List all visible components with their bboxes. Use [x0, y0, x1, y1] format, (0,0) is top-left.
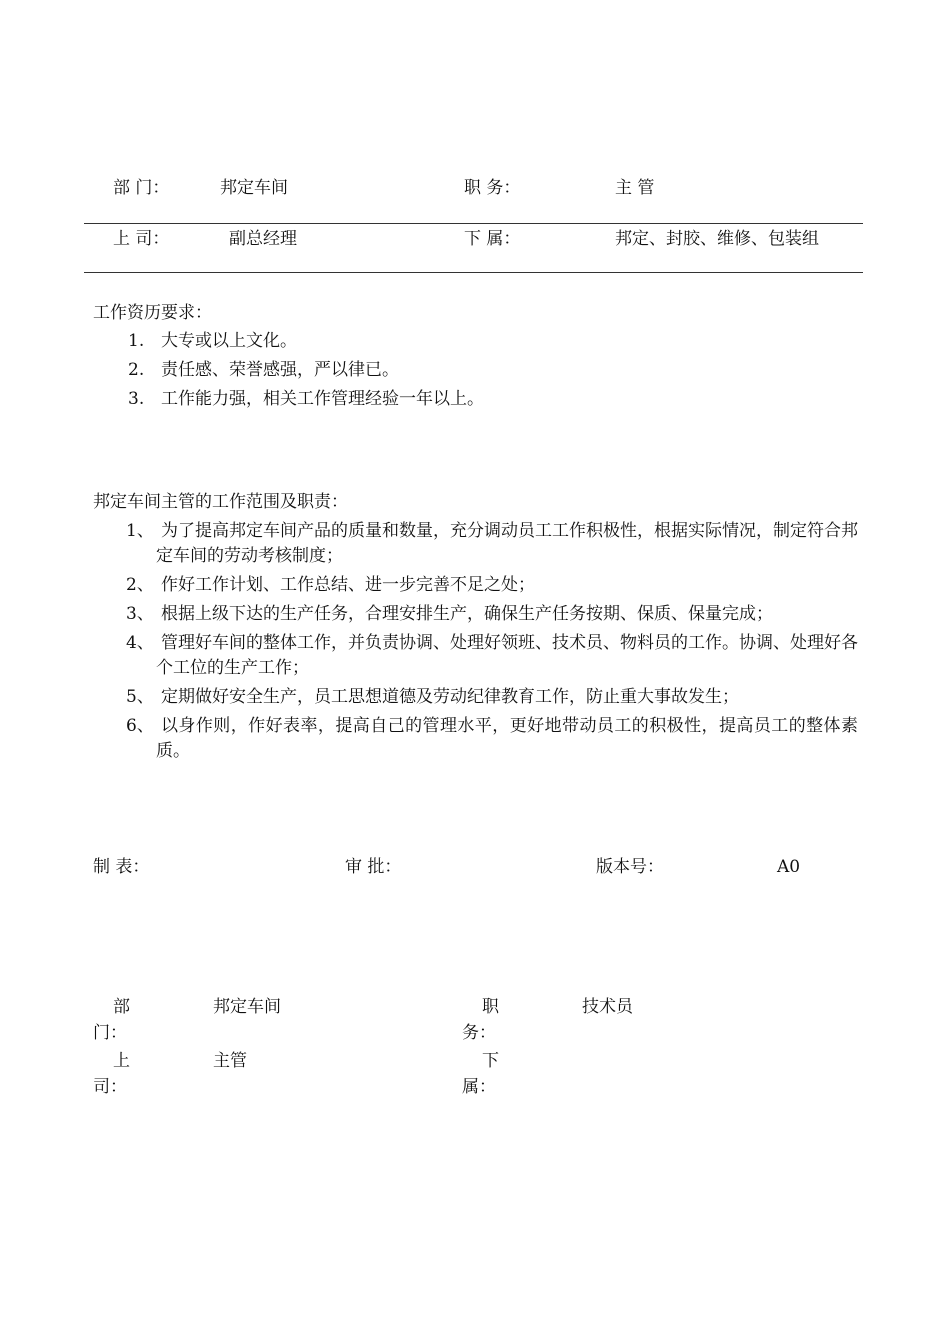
superior-value: 主管 — [213, 1051, 247, 1071]
list-item-text: 定期做好安全生产，员工思想道德及劳动纪律教育工作，防止重大事故发生； — [161, 687, 739, 707]
list-item-number: 3、 — [126, 604, 154, 624]
list-item — [126, 602, 858, 627]
list-item-text: 责任感、荣誉感强，严以律已。 — [161, 360, 399, 380]
version-value: A0 — [777, 857, 801, 877]
list-item — [128, 359, 399, 381]
duties-title: 邦定车间主管的工作范围及职责： — [93, 492, 348, 512]
list-item-number: 5、 — [126, 687, 154, 707]
subordinate-label: 下 属： — [464, 229, 521, 249]
list-item-text: 大专或以上文化。 — [161, 331, 297, 351]
list-item-number: 3. — [128, 389, 145, 409]
list-item-number: 2. — [128, 360, 145, 380]
list-item — [126, 714, 858, 764]
position-label: 职 务： — [464, 178, 521, 198]
list-item-number: 1. — [128, 331, 145, 351]
dept-value: 邦定车间 — [213, 997, 281, 1017]
list-item-number: 6、 — [126, 716, 154, 736]
list-item — [126, 573, 858, 598]
approver-label: 审 批： — [345, 857, 402, 877]
list-item-number: 1、 — [126, 521, 154, 541]
list-item-number: 2、 — [126, 575, 154, 595]
list-item-number: 4、 — [126, 633, 154, 653]
list-item — [128, 330, 297, 352]
position-value: 技术员 — [582, 997, 633, 1017]
dept-label: 部 门： — [113, 178, 170, 198]
subordinate-value: 邦定、封胶、维修、包装组 — [615, 229, 819, 249]
list-item — [126, 631, 858, 681]
list-item-text: 作好工作计划、工作总结、进一步完善不足之处； — [161, 575, 535, 595]
list-item-text: 以身作则，作好表率，提高自己的管理水平，更好地带动员工的积极性，提高员工的整体素质。 — [156, 716, 858, 761]
list-item-text: 管理好车间的整体工作，并负责协调、处理好领班、技术员、物料员的工作。协调、处理好各个工位的生产工作； — [156, 633, 858, 678]
subordinate-label: 下属： — [462, 1051, 499, 1097]
list-item — [126, 685, 858, 710]
superior-label: 上司： — [93, 1051, 130, 1097]
table-divider — [84, 223, 863, 224]
position-value: 主 管 — [615, 178, 655, 198]
requirements-title: 工作资历要求： — [93, 303, 212, 323]
table-bottom-border — [84, 272, 863, 273]
dept-value: 邦定车间 — [220, 178, 288, 198]
position-label: 职务： — [462, 997, 499, 1043]
version-label: 版本号： — [596, 857, 664, 877]
superior-label: 上 司： — [113, 229, 170, 249]
list-item — [128, 388, 484, 410]
list-item-text: 根据上级下达的生产任务，合理安排生产，确保生产任务按期、保质、保量完成； — [161, 604, 773, 624]
maker-label: 制 表： — [93, 857, 150, 877]
dept-label: 部门： — [93, 997, 130, 1043]
list-item-text: 为了提高邦定车间产品的质量和数量，充分调动员工工作积极性，根据实际情况，制定符合邦定车间的劳动考核制度； — [156, 521, 858, 566]
superior-value: 副总经理 — [229, 229, 297, 249]
list-item — [126, 519, 858, 569]
list-item-text: 工作能力强，相关工作管理经验一年以上。 — [161, 389, 484, 409]
